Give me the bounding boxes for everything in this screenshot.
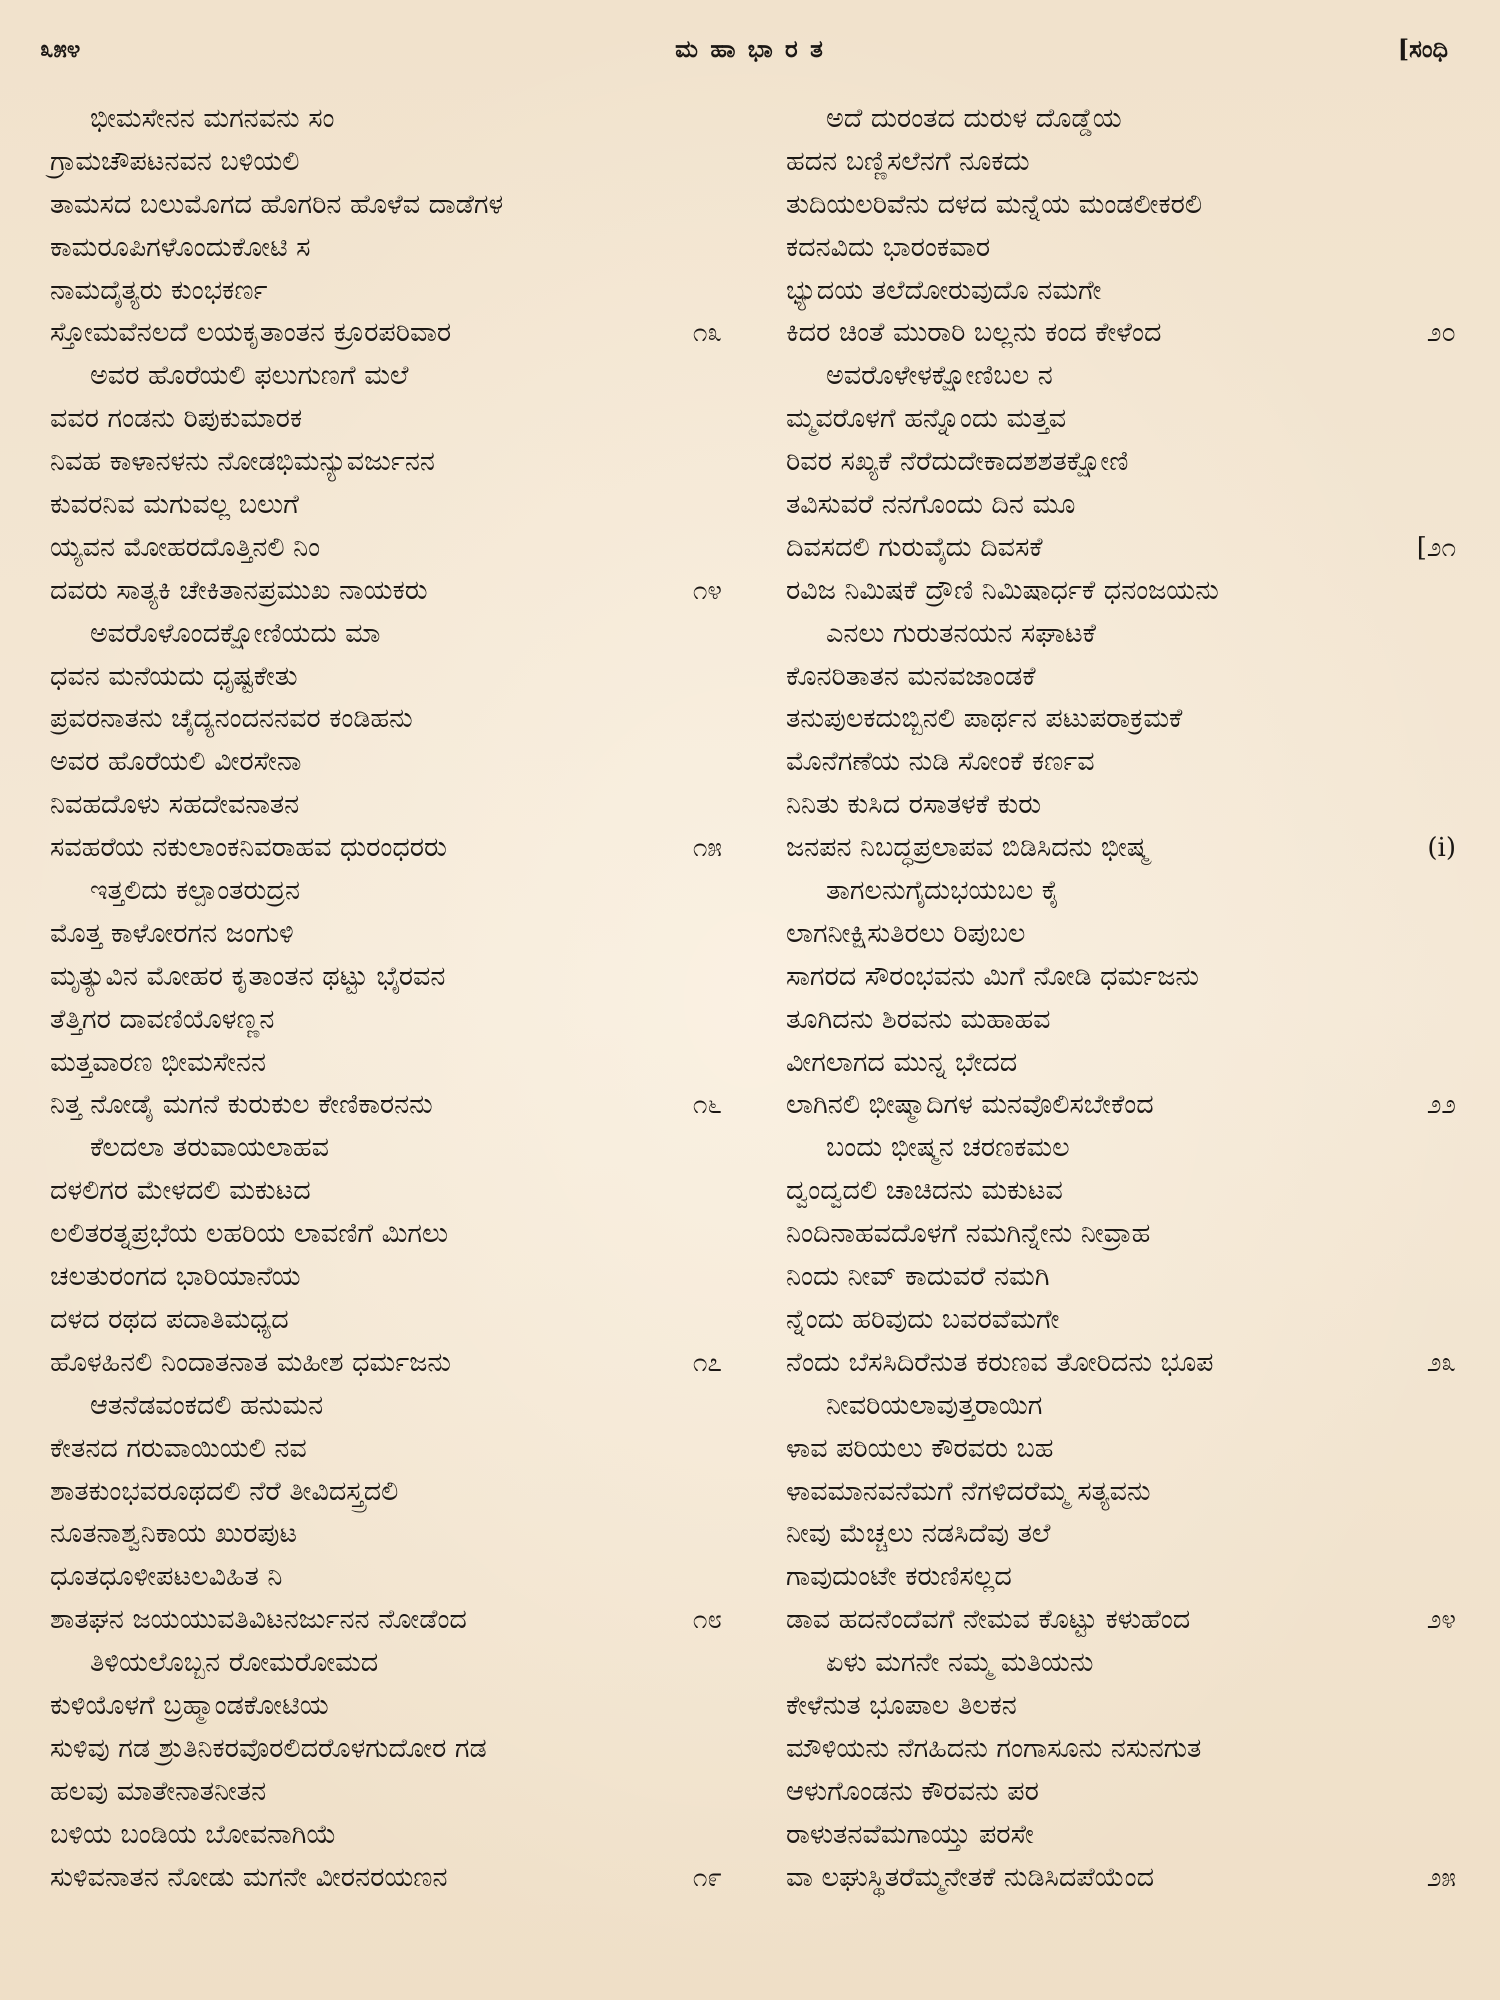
- verse-text: ಗಾವುದುಂಟೇ ಕರುಣಿಸಲ್ಲದ: [786, 1561, 1012, 1593]
- verse-line: [786, 270, 1456, 313]
- stanza-number: ೧೪: [692, 575, 722, 606]
- verse-text: ಸುಳಿವನಾತನ ನೋಡು ಮಗನೇ ವೀರನರಯಣನ: [50, 1861, 448, 1893]
- verse-line: [50, 913, 722, 956]
- verse-line: [50, 741, 722, 784]
- left-column: [50, 98, 722, 1899]
- right-column: [786, 98, 1456, 1899]
- verse-text: ತವಿಸುವರೆ ನನಗೊಂದು ದಿನ ಮೂ: [786, 489, 1076, 521]
- verse-line: [50, 1042, 722, 1085]
- verse-text: ಭೀಮಸೇನನ ಮಗನವನು ಸಂ: [90, 103, 335, 134]
- verse-line: [786, 827, 1456, 870]
- verse-line: [786, 956, 1456, 999]
- verse-text: ತಿಳಿಯಲೊಬ್ಬನ ರೋಮರೋಮದ: [90, 1647, 379, 1679]
- verse-text: ವಾ ಲಘುಸ್ಥಿತರೆಮ್ಮನೇತಕೆ ನುಡಿಸಿದಪೆಯೆಂದ: [786, 1861, 1155, 1893]
- verse-text: ಆಳುಗೊಂಡನು ಕೌರವನು ಪರ: [786, 1775, 1039, 1807]
- verse-line: [786, 1814, 1456, 1857]
- verse-line: [786, 741, 1456, 784]
- verse-line: [50, 827, 722, 870]
- verse-text: ಕೇತನದ ಗರುವಾಯಿಯಲಿ ನವ: [50, 1432, 307, 1464]
- verse-text: ಅವರ ಹೊರೆಯಲಿ ವೀರಸೇನಾ: [50, 746, 302, 778]
- verse-line: [786, 355, 1456, 398]
- verse-text: ಸವಹರೆಯ ನಕುಲಾಂಕನಿವರಾಹವ ಧುರಂಧರರು: [50, 832, 447, 864]
- verse-line: [786, 1342, 1456, 1385]
- verse-text: ಕುಳಿಯೊಳಗೆ ಬ್ರಹ್ಮಾಂಡಕೋಟಿಯ: [50, 1689, 329, 1721]
- verse-text: ತೂಗಿದನು ಶಿರವನು ಮಹಾಹವ: [786, 1003, 1051, 1035]
- verse-line: [786, 1556, 1456, 1599]
- verse-line: [786, 613, 1456, 656]
- verse-text: ನಿತ್ತ ನೋಡೈ ಮಗನೆ ಕುರುಕುಲ ಕೇಣಿಕಾರನನು: [50, 1089, 433, 1121]
- verse-line: [50, 1642, 722, 1685]
- verse-line: [786, 484, 1456, 527]
- verse-text: ನಾಮದೈತ್ಯರು ಕುಂಭಕರ್ಣ: [50, 274, 268, 306]
- verse-line: [786, 1685, 1456, 1728]
- section-label: [ಸಂಧಿ: [1397, 34, 1448, 63]
- verse-line: [786, 1513, 1456, 1556]
- verse-line: [786, 1385, 1456, 1428]
- verse-text: ರಾಳುತನವೆಮಗಾಯ್ತು ಪರಸೇ: [786, 1818, 1034, 1850]
- verse-line: [786, 1256, 1456, 1299]
- verse-text: ಯ್ಯವನ ಮೋಹರದೊತ್ತಿನಲಿ ನಿಂ: [50, 531, 321, 563]
- verse-text: ನಿವಹದೊಳು ಸಹದೇವನಾತನ: [50, 789, 300, 821]
- verse-text: ದಳಲಿಗರ ಮೇಳದಲಿ ಮಕುಟದ: [50, 1175, 311, 1207]
- verse-line: [50, 1771, 722, 1814]
- verse-text: ಭ್ಯುದಯ ತಲೆದೋರುವುದೊ ನಮಗೇ: [786, 274, 1102, 306]
- verse-text: ರವಿಜ ನಿಮಿಷಕೆ ದ್ರೌಣಿ ನಿಮಿಷಾರ್ಧಕೆ ಧನಂಜಯನು: [786, 574, 1219, 606]
- verse-text: ಜನಪನ ನಿಬದ್ಧಪ್ರಲಾಪವ ಬಿಡಿಸಿದನು ಭೀಷ್ಮ: [786, 832, 1149, 864]
- verse-line: [786, 698, 1456, 741]
- verse-text: ತಾಗಲನುಗೈದುಭಯಬಲ ಕೈ: [826, 875, 1060, 907]
- verse-text: ಸುಳಿವು ಗಡ ಶ್ರುತಿನಿಕರವೊರಲಿದರೊಳಗುದೋರ ಗಡ: [50, 1732, 487, 1764]
- verse-line: [786, 1771, 1456, 1814]
- verse-line: [50, 1814, 722, 1857]
- verse-text: ತಾಮಸದ ಬಲುಮೊಗದ ಹೊಗರಿನ ಹೊಳೆವ ದಾಡೆಗಳ: [50, 188, 504, 220]
- verse-text: ನಿವಹ ಕಾಳಾನಳನು ನೋಡಭಿಮನ್ಯುವರ್ಜುನನ: [50, 446, 435, 478]
- verse-text: ಲಾಗನೀಕ್ಷಿಸುತಿರಲು ರಿಪುಬಲ: [786, 917, 1026, 949]
- verse-text: ವವರ ಗಂಡನು ರಿಪುಕುಮಾರಕ: [50, 403, 303, 435]
- verse-line: [50, 484, 722, 527]
- verse-text: ಸ್ತೋಮವೆನಲದೆ ಲಯಕೃತಾಂತನ ಕ್ರೂರಪರಿವಾರ: [50, 317, 452, 349]
- verse-line: [50, 1857, 722, 1900]
- verse-text: ದಳದ ರಥದ ಪದಾತಿಮಧ್ಯದ: [50, 1303, 289, 1335]
- verse-text: ಕೇಳೆನುತ ಭೂಪಾಲ ತಿಲಕನ: [786, 1689, 1017, 1721]
- verse-text: ದವರು ಸಾತ್ಯಕಿ ಚೇಕಿತಾನಪ್ರಮುಖ ನಾಯಕರು: [50, 574, 428, 606]
- verse-line: [786, 398, 1456, 441]
- verse-line: [50, 1256, 722, 1299]
- verse-line: [50, 1127, 722, 1170]
- stanza-number: ೧೬: [692, 1090, 722, 1121]
- verse-text: ಹಲವು ಮಾತೇನಾತನೀತನ: [50, 1775, 267, 1807]
- verse-line: [50, 613, 722, 656]
- verse-line: [786, 141, 1456, 184]
- verse-line: [786, 527, 1456, 570]
- verse-text: ಲಲಿತರತ್ನಪ್ರಭೆಯ ಲಹರಿಯ ಲಾವಣಿಗೆ ಮಿಗಲು: [50, 1218, 449, 1250]
- page-header: [0, 30, 1500, 70]
- stanza-number: ೧೭: [692, 1347, 722, 1378]
- verse-text: ನಿನಿತು ಕುಸಿದ ರಸಾತಳಕೆ ಕುರು: [786, 789, 1042, 821]
- verse-line: [50, 1471, 722, 1514]
- verse-line: [786, 1599, 1456, 1642]
- verse-text: ಆತನೆಡವಂಕದಲಿ ಹನುಮನ: [90, 1389, 324, 1421]
- verse-line: [50, 570, 722, 613]
- verse-line: [786, 312, 1456, 355]
- verse-text: ದಿವಸದಲಿ ಗುರುವೈದು ದಿವಸಕೆ: [786, 531, 1043, 563]
- verse-line: [50, 1342, 722, 1385]
- verse-line: [786, 1428, 1456, 1471]
- verse-line: [786, 184, 1456, 227]
- verse-text: ತುದಿಯಲರಿವೆನು ದಳದ ಮನ್ನೆಯ ಮಂಡಲೀಕರಲಿ: [786, 188, 1203, 220]
- verse-line: [786, 441, 1456, 484]
- verse-line: [786, 1299, 1456, 1342]
- verse-text: ಶಾತಘನ ಜಯಯುವತಿವಿಟನರ್ಜುನನ ನೋಡೆಂದ: [50, 1604, 467, 1636]
- verse-text: ತನುಪುಲಕದುಬ್ಬಿನಲಿ ಪಾರ್ಥನ ಪಟುಪರಾಕ್ರಮಕೆ: [786, 703, 1183, 735]
- verse-text: ಶಾತಕುಂಭವರೂಥದಲಿ ನೆರೆ ತೀವಿದಸ್ತ್ರದಲಿ: [50, 1475, 399, 1507]
- stanza-number: ೨೨: [1426, 1090, 1456, 1121]
- stanza-number: ೨೩: [1426, 1347, 1456, 1378]
- verse-text: ಸಾಗರದ ಸೌರಂಭವನು ಮಿಗೆ ನೋಡಿ ಧರ್ಮಜನು: [786, 960, 1199, 992]
- stanza-number: ೧೮: [692, 1605, 722, 1636]
- verse-text: ರಿವರ ಸಖ್ಯಕೆ ನೆರೆದುದೇಕಾದಶಶತಕ್ಷೋಣಿ: [786, 446, 1129, 478]
- verse-line: [786, 1084, 1456, 1127]
- verse-line: [50, 98, 722, 141]
- verse-text: ಮತ್ತವಾರಣ ಭೀಮಸೇನನ: [50, 1046, 266, 1078]
- verse-text: ಅವರೊಳೇಳಕ್ಷೋಣಿಬಲ ನ: [826, 360, 1053, 392]
- verse-text: ಮೃತ್ಯುವಿನ ಮೋಹರ ಕೃತಾಂತನ ಥಟ್ಟು ಭೈರವನ: [50, 960, 446, 992]
- verse-line: [50, 784, 722, 827]
- verse-text: ಗ್ರಾಮಚೌಪಟನವನ ಬಳಿಯಲಿ: [50, 145, 300, 177]
- verse-line: [786, 1213, 1456, 1256]
- verse-text: ಮೌಳಿಯನು ನೆಗಹಿದನು ಗಂಗಾಸೂನು ನಸುನಗುತ: [786, 1732, 1202, 1764]
- verse-line: [786, 570, 1456, 613]
- verse-line: [786, 656, 1456, 699]
- verse-text: ಪ್ರವರನಾತನು ಚೈದ್ಯನಂದನನವರ ಕಂಡಿಹನು: [50, 703, 413, 735]
- verse-line: [50, 956, 722, 999]
- verse-text: ಕದನವಿದು ಭಾರಂಕವಾರ: [786, 231, 991, 263]
- verse-line: [50, 184, 722, 227]
- verse-text: ಳಾವಮಾನವನೆಮಗೆ ನೆಗಳಿದರೆಮ್ಮ ಸತ್ಯವನು: [786, 1475, 1151, 1507]
- verse-line: [786, 1642, 1456, 1685]
- verse-line: [786, 784, 1456, 827]
- verse-line: [786, 98, 1456, 141]
- verse-text: ಮ್ಮವರೊಳಗೆ ಹನ್ನೊಂದು ಮತ್ತವ: [786, 403, 1067, 435]
- verse-text: ಕಿದರ ಚಿಂತೆ ಮುರಾರಿ ಬಲ್ಲನು ಕಂದ ಕೇಳೆಂದ: [786, 317, 1162, 349]
- verse-text: ಕೊನರಿತಾತನ ಮನವಜಾಂಡಕೆ: [786, 660, 1036, 692]
- verse-text: ಕಾಮರೂಪಿಗಳೊಂದುಕೋಟಿ ಸ: [50, 231, 311, 263]
- verse-text: ಅವರೊಳೊಂದಕ್ಷೋಣಿಯದು ಮಾ: [90, 617, 381, 649]
- verse-line: [50, 1213, 722, 1256]
- verse-text: ಧೂತಧೂಳೀಪಟಲವಿಹಿತ ನಿ: [50, 1561, 283, 1593]
- verse-line: [50, 441, 722, 484]
- stanza-number: ೧೯: [692, 1862, 722, 1893]
- verse-line: [786, 870, 1456, 913]
- verse-text: ಮೊನೆಗಣೆಯ ನುಡಿ ಸೋಂಕೆ ಕರ್ಣವ: [786, 746, 1095, 778]
- verse-text: ಚಲತುರಂಗದ ಭಾರಿಯಾನೆಯ: [50, 1261, 301, 1293]
- verse-text: ನಿಂದಿನಾಹವದೊಳಗೆ ನಮಗಿನ್ನೇನು ನೀವ್ರಾಹ: [786, 1218, 1151, 1250]
- verse-text: ವೀಗಲಾಗದ ಮುನ್ನ ಭೇದದ: [786, 1046, 1018, 1078]
- stanza-number: ೨೪: [1426, 1605, 1456, 1636]
- verse-text: ಕೆಲದಲಾ ತರುವಾಯಲಾಹವ: [90, 1132, 329, 1164]
- stanza-number: ೧೩: [692, 318, 722, 349]
- verse-line: [50, 1685, 722, 1728]
- stanza-number: ೧೫: [692, 833, 722, 864]
- verse-line: [50, 1084, 722, 1127]
- running-title: ಮ ಹಾ ಭಾ ರ ತ: [675, 34, 825, 63]
- verse-line: [50, 1513, 722, 1556]
- verse-text: ಅವರ ಹೊರೆಯಲಿ ಫಲುಗುಣಗೆ ಮಲೆ: [90, 360, 409, 392]
- verse-line: [50, 527, 722, 570]
- verse-line: [786, 913, 1456, 956]
- verse-line: [786, 1170, 1456, 1213]
- verse-line: [786, 999, 1456, 1042]
- stanza-number: ೨೫: [1426, 1862, 1456, 1893]
- verse-text: ಏಳು ಮಗನೇ ನಮ್ಮ ಮತಿಯನು: [826, 1647, 1094, 1679]
- verse-text: ಡಾವ ಹದನೆಂದೆವಗೆ ನೇಮವ ಕೊಟ್ಟು ಕಳುಹೆಂದ: [786, 1604, 1191, 1636]
- verse-text: ಕುವರನಿವ ಮಗುವಲ್ಲ ಬಲುಗೆ: [50, 489, 299, 521]
- verse-line: [50, 270, 722, 313]
- verse-line: [786, 1042, 1456, 1085]
- verse-line: [50, 1728, 722, 1771]
- verse-line: [50, 1428, 722, 1471]
- verse-text: ತೆತ್ತಿಗರ ದಾವಣಿಯೊಳಣ್ಣನ: [50, 1003, 275, 1035]
- verse-text: ದ್ವಂದ್ವದಲಿ ಚಾಚಿದನು ಮಕುಟವ: [786, 1175, 1063, 1207]
- verse-line: [50, 355, 722, 398]
- verse-line: [50, 398, 722, 441]
- stanza-number: [೨೧: [1416, 532, 1456, 563]
- verse-text: ಲಾಗಿನಲಿ ಭೀಷ್ಮಾದಿಗಳ ಮನವೊಲಿಸಬೇಕೆಂದ: [786, 1089, 1154, 1121]
- verse-text: ಮೊತ್ತ ಕಾಳೋರಗನ ಜಂಗುಳಿ: [50, 917, 294, 949]
- page-number: ೩೫೪: [40, 34, 81, 63]
- verse-line: [50, 698, 722, 741]
- verse-text: ಹದನ ಬಣ್ಣಿಸಲೆನಗೆ ನೂಕದು: [786, 145, 1030, 177]
- verse-text: ಹೊಳಹಿನಲಿ ನಿಂದಾತನಾತ ಮಹೀಶ ಧರ್ಮಜನು: [50, 1346, 451, 1378]
- verse-line: [50, 227, 722, 270]
- verse-line: [50, 1170, 722, 1213]
- verse-text: ನೆಂದು ಬೆಸಸಿದಿರೆನುತ ಕರುಣವ ತೋರಿದನು ಭೂಪ: [786, 1346, 1214, 1378]
- verse-line: [50, 1385, 722, 1428]
- verse-line: [50, 656, 722, 699]
- verse-line: [786, 1471, 1456, 1514]
- verse-line: [50, 1599, 722, 1642]
- verse-text: ನೀವು ಮೆಚ್ಚಲು ನಡಸಿದೆವು ತಲೆ: [786, 1518, 1051, 1550]
- verse-line: [50, 999, 722, 1042]
- verse-text: ಧವನ ಮನೆಯದು ಧೃಷ್ಟಕೇತು: [50, 660, 298, 692]
- verse-text: ಅದೆ ದುರಂತದ ದುರುಳ ದೊಡ್ಡೆಯ: [826, 103, 1122, 134]
- verse-line: [50, 1556, 722, 1599]
- verse-line: [50, 870, 722, 913]
- verse-text: ಇತ್ತಲಿದು ಕಲ್ಪಾಂತರುದ್ರನ: [90, 875, 301, 907]
- verse-text: ನಿಂದು ನೀವ್ ಕಾದುವರೆ ನಮಗಿ: [786, 1261, 1050, 1293]
- verse-line: [786, 1728, 1456, 1771]
- stanza-number: ೨೦: [1426, 318, 1456, 349]
- verse-text: ಎನಲು ಗುರುತನಯನ ಸಘಾಟಕೆ: [826, 617, 1096, 649]
- verse-line: [786, 1127, 1456, 1170]
- verse-line: [786, 227, 1456, 270]
- verse-text: ಳಾವ ಪರಿಯಲು ಕೌರವರು ಬಹ: [786, 1432, 1054, 1464]
- verse-text: ಬಂದು ಭೀಷ್ಮನ ಚರಣಕಮಲ: [826, 1132, 1070, 1164]
- verse-text: ಬಳಿಯ ಬಂಡಿಯ ಬೋವನಾಗಿಯೆ: [50, 1818, 337, 1850]
- verse-line: [50, 1299, 722, 1342]
- verse-text: ನೀವರಿಯಲಾವುತ್ತರಾಯಿಗ: [826, 1389, 1043, 1421]
- verse-line: [786, 1857, 1456, 1900]
- verse-text: ನೂತನಾಶ್ವನಿಕಾಯ ಖುರಪುಟ: [50, 1518, 298, 1550]
- stanza-number: (i): [1427, 833, 1456, 864]
- verse-text: ನ್ನೆಂದು ಹರಿವುದು ಬವರವೆಮಗೇ: [786, 1303, 1060, 1335]
- verse-line: [50, 312, 722, 355]
- verse-line: [50, 141, 722, 184]
